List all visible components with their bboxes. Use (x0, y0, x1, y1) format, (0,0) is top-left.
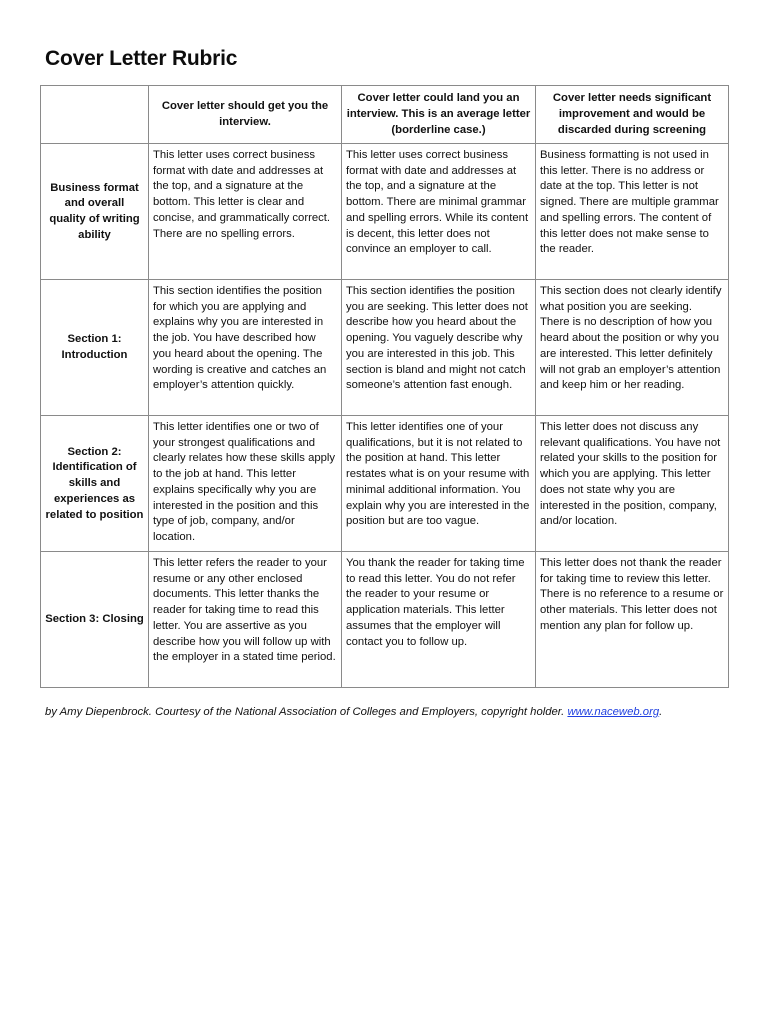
rubric-cell: This letter refers the reader to your resume or any other enclosed documents. This letter thanks the reader for taking time to read this letter. You are assertive as you describe how you will follow up with the employer in a stated time period. (149, 552, 342, 688)
header-row (41, 86, 729, 144)
credit-trailing: . (659, 706, 663, 718)
rubric-cell: This section identifies the position you are seeking. This letter does not describe how you heard about the opening. You vaguely describe why you are interested in this job. This section is bland and might not catch someone’s attention fast enough. (342, 280, 536, 416)
credit-line (45, 706, 662, 718)
table-row (41, 280, 729, 416)
header-needs-improvement: Cover letter needs significant improvement and would be discarded during screening (536, 86, 729, 144)
naceweb-link[interactable]: www.naceweb.org (567, 706, 660, 718)
rubric-cell: You thank the reader for taking time to read this letter. You do not refer the reader to your resume or application materials. This letter assumes that the employer will contact you to follow up. (342, 552, 536, 688)
table-row (41, 552, 729, 688)
table-row (41, 144, 729, 280)
header-corner-cell (41, 86, 149, 144)
header-should-get-interview: Cover letter should get you the interview. (149, 86, 342, 144)
rubric-cell: This letter identifies one or two of your strongest qualifications and clearly relates how these skills apply to the job at hand. This letter explains specifically why you are interested in the position and this type of job, company, and/or location. (149, 416, 342, 552)
rubric-cell: This letter uses correct business format with date and addresses at the top, and a signature at the bottom. This letter is clear and concise, and grammatically correct. There are no spelling errors. (149, 144, 342, 280)
rubric-table (40, 85, 729, 688)
criterion-label: Section 1: Introduction (41, 280, 149, 416)
criterion-label: Business format and overall quality of writing ability (41, 144, 149, 280)
rubric-cell: Business formatting is not used in this letter. There is no address or date at the top. This letter is not signed. There are multiple grammar and spelling errors. The content of this letter does not make sense to the reader. (536, 144, 729, 280)
criterion-label: Section 3: Closing (41, 552, 149, 688)
header-could-land-interview: Cover letter could land you an interview. This is an average letter (borderline case.) (342, 86, 536, 144)
table-row (41, 416, 729, 552)
credit-text: by Amy Diepenbrock. Courtesy of the National Association of Colleges and Employers, copyright holder. (45, 706, 568, 718)
rubric-cell: This letter uses correct business format with date and addresses at the top, and a signature at the bottom. There are minimal grammar and spelling errors. While its content is decent, this letter does not convince an employer to call. (342, 144, 536, 280)
rubric-cell: This letter does not discuss any relevant qualifications. You have not related your skills to the position for which you are applying. This letter does not state why you are interested in the position, company, and/or location. (536, 416, 729, 552)
rubric-cell: This section does not clearly identify what position you are seeking. There is no description of how you heard about the position or why you are interested. This letter definitely will not grab an employer’s attention and keep him or her reading. (536, 280, 729, 416)
rubric-cell: This letter identifies one of your qualifications, but it is not related to the position at hand. This letter restates what is on your resume with minimal additional information. You explain why you are interested in the position but are too vague. (342, 416, 536, 552)
criterion-label: Section 2: Identification of skills and experiences as related to position (41, 416, 149, 552)
rubric-cell: This section identifies the position for which you are applying and explains why you are interested in the job. You have described how you heard about the opening. The wording is creative and catches an employer’s attention quickly. (149, 280, 342, 416)
page-title: Cover Letter Rubric (45, 47, 238, 70)
rubric-cell: This letter does not thank the reader for taking time to review this letter. There is no reference to a resume or other materials. This letter does not mention any plan for follow up. (536, 552, 729, 688)
